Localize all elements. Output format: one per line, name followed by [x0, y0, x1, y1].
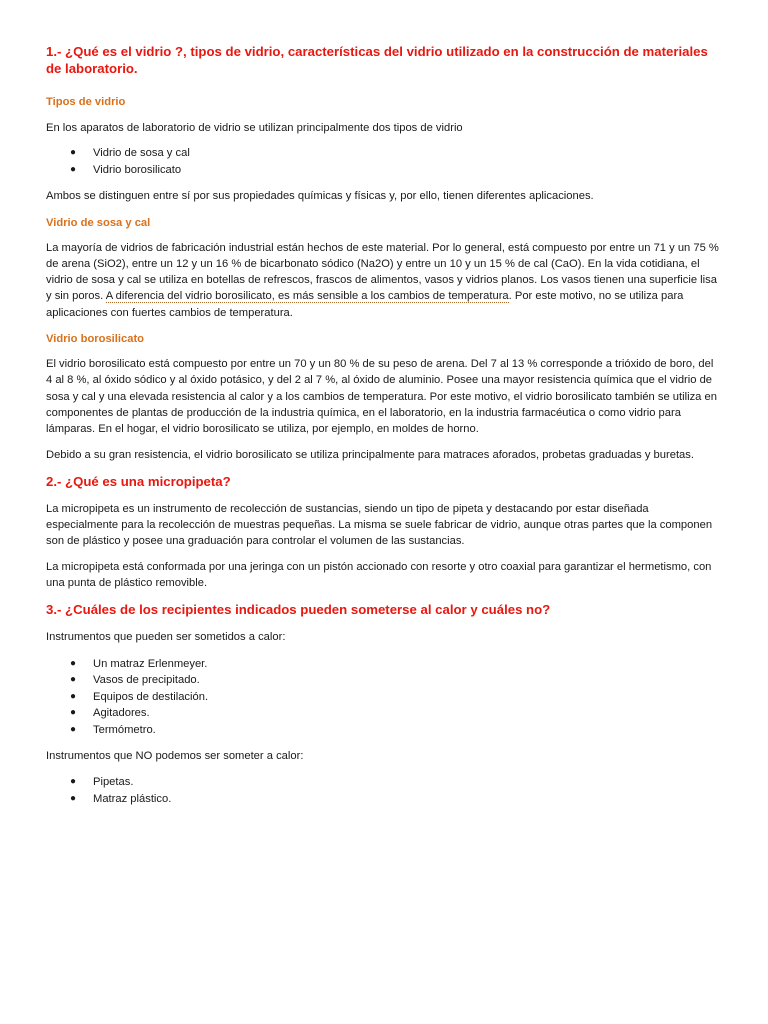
- list-item: ● Vidrio de sosa y cal: [46, 145, 722, 162]
- proofing-underline: A diferencia del vidrio borosilicato, es más sensible a los cambios de temperatura: [105, 290, 509, 303]
- list-item: ● Matraz plástico.: [46, 791, 722, 808]
- intro-paragraph: En los aparatos de laboratorio de vidrio se utilizan principalmente dos tipos de vidrio: [46, 122, 463, 134]
- bullet-icon: ●: [70, 707, 77, 719]
- list-item: ● Vidrio borosilicato: [46, 162, 722, 179]
- list-item: ● Termómetro.: [46, 722, 722, 739]
- section1-heading: 1.- ¿Qué es el vidrio ?, tipos de vidrio, características del vidrio utilizado en la construcción de materiales de laboratorio.: [46, 44, 708, 76]
- section2-heading: 2.- ¿Qué es una micropipeta?: [46, 473, 231, 489]
- section3-heading: 3.- ¿Cuáles de los recipientes indicados pueden someterse al calor y cuáles no?: [46, 602, 551, 618]
- list-item: ● Agitadores.: [46, 705, 722, 722]
- both-paragraph: Ambos se distinguen entre sí por sus propiedades químicas y físicas y, por ello, tienen diferentes aplicaciones.: [46, 190, 594, 203]
- bullet-icon: ●: [70, 723, 77, 735]
- glass-types-list: [46, 145, 722, 178]
- borosilicate-uses-paragraph: Debido a su gran resistencia, el vidrio borosilicato se utiliza principalmente para matraces aforados, probetas graduadas y buretas.: [46, 448, 694, 461]
- subheading-sosa-cal: Vidrio de sosa y cal: [46, 216, 151, 229]
- bullet-icon: ●: [70, 792, 77, 804]
- subheading-tipos: Tipos de vidrio: [46, 96, 126, 108]
- bullet-icon: ●: [70, 657, 77, 669]
- list-item: ● Un matraz Erlenmeyer.: [46, 656, 722, 673]
- non-heatable-intro: Instrumentos que NO podemos ser someter a calor:: [46, 750, 304, 763]
- soda-lime-paragraph: La mayoría de vidrios de fabricación industrial están hechos de este material. Por lo general, está compuesto por entre un 71 y un 75 % de arena (SiO2), entre un 12 y un 16 % de bicarbonato sódico (Na2O) y entre un 10 y un 15 % de cal (CaO). En la vida cotidiana, el vidrio de sosa y cal se utiliza en botellas de refrescos, frascos de alimentos, vasos y vidrios planos. Los vasos tienen una superficie lisa y sin poros. A diferencia del vidrio borosilicato, es más sensible a los cambios de temperatura. Por este motivo, no se utiliza para aplicaciones con fuertes cambios de temperatura.: [46, 241, 719, 319]
- list-item: ● Pipetas.: [46, 774, 722, 791]
- bullet-icon: ●: [70, 674, 77, 686]
- heatable-intro: Instrumentos que pueden ser sometidos a calor:: [46, 631, 286, 644]
- bullet-icon: ●: [70, 147, 77, 159]
- bullet-icon: ●: [70, 690, 77, 702]
- list-item: ● Equipos de destilación.: [46, 689, 722, 706]
- document-page: [46, 40, 722, 807]
- bullet-icon: ●: [70, 776, 77, 788]
- borosilicate-paragraph: El vidrio borosilicato está compuesto por entre un 70 y un 80 % de su peso de arena. Del 7 al 13 % corresponde a trióxido de boro, del 4 al 8 %, al óxido sódico y al óxido potásico, y del 2 al 7 %, al óxido de aluminio. Posee una mayor resistencia química que el vidrio de sosa y cal y una elevada resistencia al calor y a los cambios de temperatura. Por este motivo, el vidrio borosilicato también se utiliza en componentes de plantas de producción de la industria química, en el laboratorio, en la industria farmacéutica o como vidrio para lámparas. En el hogar, el vidrio borosilicato se utiliza, por ejemplo, en moldes de horno.: [46, 358, 717, 436]
- list-item: ● Vasos de precipitado.: [46, 672, 722, 689]
- subheading-borosilicato: Vidrio borosilicato: [46, 333, 145, 346]
- non-heatable-list: [46, 774, 722, 807]
- bullet-icon: ●: [70, 163, 77, 175]
- micropipette-parts-paragraph: La micropipeta está conformada por una jeringa con un pistón accionado con resorte y otro coaxial para garantizar el hermetismo, con una punta de plástico removible.: [46, 560, 712, 590]
- micropipette-paragraph: La micropipeta es un instrumento de recolección de sustancias, siendo un tipo de pipeta y destacando por estar diseñada especialmente para la recolección de muestras pequeñas. La misma se suele fabricar de vidrio, aunque otras partes que la componen son de plástico y posee una graduación para controlar el volumen de las sustancias.: [46, 502, 713, 548]
- heatable-list: [46, 656, 722, 739]
